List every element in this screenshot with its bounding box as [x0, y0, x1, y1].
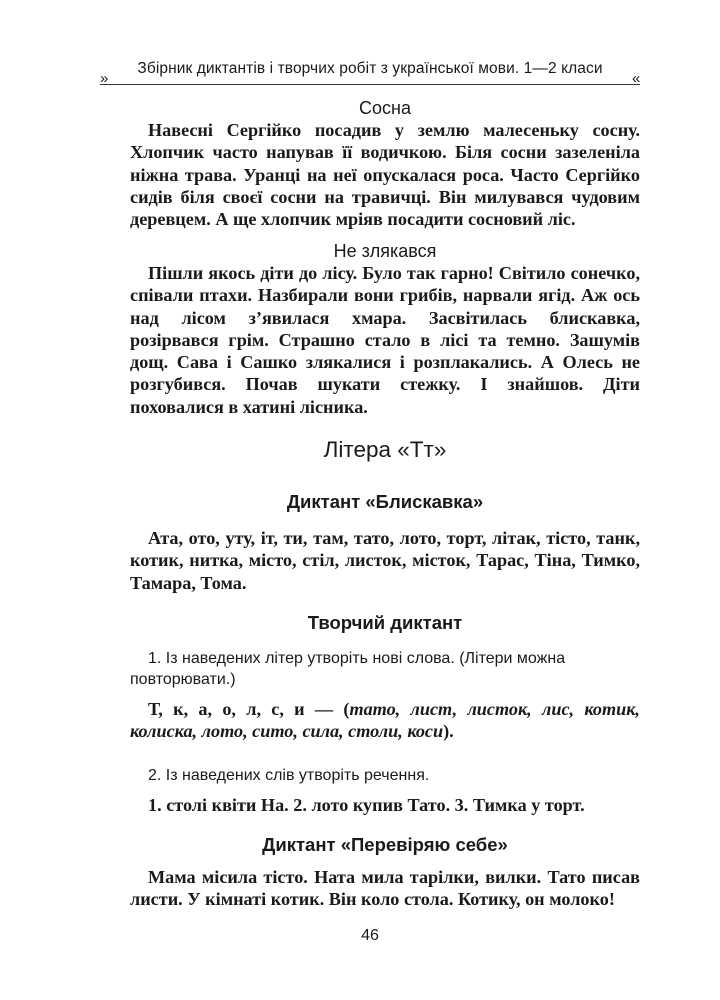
dictation-text: Пішли якось діти до лісу. Було так гарно! Світило сонечко, співали птахи. Назбирали вони грибів, нарвали ягід. Аж ось над лісом з’явилася хмара. Засвітилась блискавка, розірвався грім. Страшно стало в лісі та темно. Зашумів дощ. Сава і Сашко злякалися і розплакались. А Олесь не розгубився. Почав шукати стежку. І знайшов. Діти поховалися в хатині лісника.	[130, 263, 640, 417]
dictation-title: Не злякався	[333, 241, 437, 261]
dictation-text: Навесні Сергійко посадив у землю малесеньку сосну. Хлопчик часто напував її водичкою. Біля сосни зазеленіла ніжна трава. Уранці на неї опускалася роса. Часто Сергійко сидів біля своєї сосни на травичці. Він милувався чудовим деревцем. А ще хлопчик мріяв посадити сосновий ліс.	[130, 120, 640, 230]
dictation-title: Творчий диктант	[307, 612, 463, 633]
header-rule	[100, 84, 640, 85]
dictation-blyskavka	[130, 491, 640, 594]
task-1: 1. Із наведених літер утворіть нові слова. (Літери можна повторювати.)	[130, 650, 566, 688]
dictation-title: Диктант «Блискавка»	[286, 491, 484, 512]
dictation-text: Мама місила тісто. Ната мила тарілки, вилки. Тато писав листи. У кімнаті котик. Він коло стола. Котику, он молоко!	[130, 867, 640, 910]
letters-answer	[130, 698, 640, 743]
right-quote-mark: «	[632, 70, 641, 87]
dictation-title: Диктант «Перевіряю себе»	[262, 834, 508, 855]
page-number: 46	[361, 927, 379, 944]
dictation-text: Ата, ото, уту, іт, ти, там, тато, лото, торт, літак, тісто, танк, котик, нитка, місто, стіл, листок, місток, Тарас, Тіна, Тимко, Тамара, Тома.	[130, 528, 640, 593]
dictation-ne-zlyakavsya	[130, 241, 640, 418]
dictation-title: Сосна	[359, 98, 411, 118]
words-for-sentences: 1. столі квіти На. 2. лото купив Тато. 3. Тимка у торт.	[148, 794, 585, 815]
letters-list: Т, к, а, о, л, с, и — (	[148, 699, 350, 719]
answer-words: тато, лист, листок, лис, котик, колиска, лото, сито, сила, столи, коси	[130, 699, 640, 742]
left-quote-mark: »	[100, 70, 109, 87]
answer-close: ).	[443, 721, 454, 742]
dictation-pereviryayu	[130, 834, 640, 911]
dictation-sosna	[130, 98, 640, 230]
task-2: 2. Із наведених слів утворіть речення.	[148, 766, 430, 784]
section-title: Літера «Тт»	[323, 437, 447, 462]
section-heading	[130, 437, 640, 463]
book-title: Збірник диктантів і творчих робіт з української мови. 1—2 класи	[137, 60, 603, 77]
creative-dictation	[130, 612, 640, 816]
